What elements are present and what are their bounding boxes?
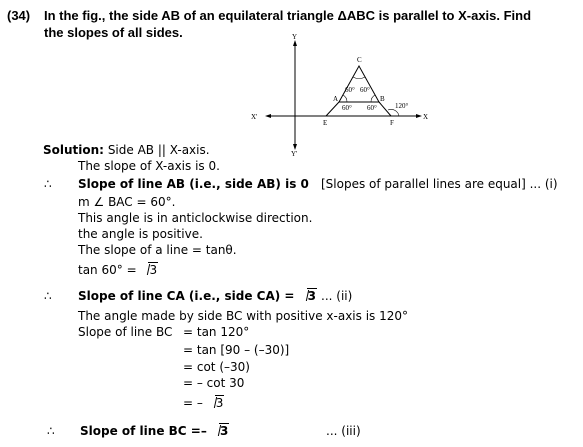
label-c: C (357, 56, 362, 64)
solution-line-2-reason: [Slopes of parallel lines are equal] ... (i) (321, 177, 558, 191)
solution-line-14: = – 3 (183, 396, 224, 410)
solution-line-1: The slope of X-axis is 0. (78, 159, 220, 173)
label-y-prime: Y' (291, 150, 298, 158)
question-line-2: the slopes of all sides. (44, 25, 183, 40)
angle-b: 60° (367, 104, 377, 112)
solution-line-2: Slope of line AB (i.e., side AB) is 0 (78, 177, 309, 191)
solution-line-13: = – cot 30 (183, 376, 245, 390)
solution-line-10-lhs: Slope of line BC (78, 325, 173, 339)
solution-line-15-ref: ... (iii) (326, 424, 361, 438)
angle-c-left: 60° (345, 86, 355, 94)
line-bf (379, 102, 391, 116)
label-y: Y (292, 33, 298, 41)
triangle-figure (245, 30, 445, 165)
solution-line-15: Slope of line BC =– 3 (80, 424, 229, 438)
line-ae (326, 102, 339, 116)
solution-line-6: The slope of a line = tanθ. (78, 243, 237, 257)
angle-c-right: 60° (360, 86, 370, 94)
label-x: X (423, 113, 429, 121)
solution-line-8: Slope of line CA (i.e., side CA) = 3 (78, 289, 317, 303)
solution-line-9: The angle made by side BC with positive x-axis is 120° (78, 309, 408, 323)
label-x-prime: X' (251, 113, 258, 121)
solution-line-11: = tan [90 – (–30)] (183, 343, 290, 357)
sqrt-symbol: 3 (212, 424, 229, 438)
solution-line-7: tan 60° = 3 (78, 263, 158, 277)
solution-line-4: This angle is in anticlockwise direction. (78, 211, 313, 225)
solution-line-8-ref: ... (ii) (321, 289, 353, 303)
solution-line-3: m ∠ BAC = 60°. (78, 195, 176, 209)
sqrt-symbol: 3 (208, 396, 225, 410)
therefore-3: ∴ (47, 424, 55, 438)
label-e: E (323, 119, 328, 127)
solution-line-5: the angle is positive. (78, 227, 203, 241)
sqrt-symbol: 3 (300, 289, 317, 303)
question-number: (34) (7, 8, 31, 23)
therefore-2: ∴ (44, 289, 52, 303)
sqrt-symbol: 3 (141, 263, 158, 277)
solution-line-0: Solution: Side AB || X-axis. (43, 143, 210, 157)
angle-a: 60° (342, 104, 352, 112)
solution-line-12: = cot (–30) (183, 360, 250, 374)
solution-heading: Solution: (43, 143, 104, 157)
question-line-1: In the fig., the side AB of an equilateral triangle ΔABC is parallel to X-axis. Find (44, 8, 532, 23)
solution-line-10-rhs: = tan 120° (183, 325, 250, 339)
label-b: B (380, 95, 385, 103)
therefore-1: ∴ (44, 177, 52, 191)
label-f: F (390, 119, 394, 127)
label-a: A (333, 95, 339, 103)
angle-exterior: 120° (395, 102, 409, 110)
